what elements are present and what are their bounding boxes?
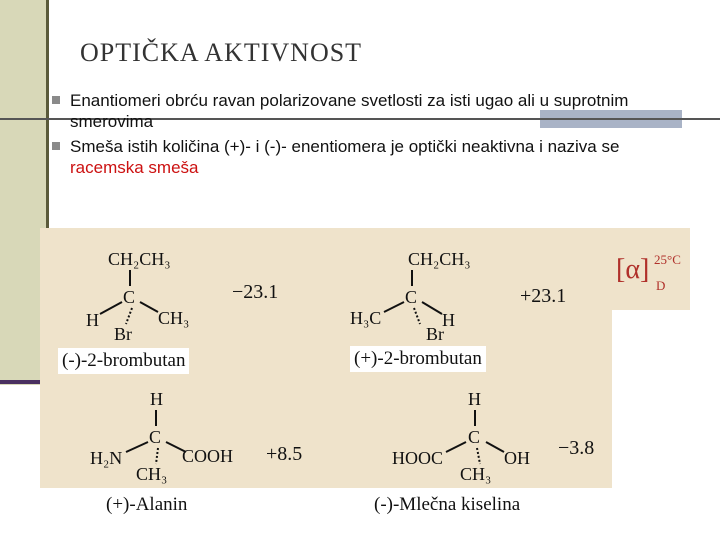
molecule-3 [90, 389, 302, 484]
mol3-right-group: COOH [182, 446, 234, 466]
molecule-4 [392, 389, 594, 484]
bullet-square-icon [52, 96, 60, 104]
bullet-item [52, 136, 692, 178]
bullet-item [52, 90, 692, 132]
alpha-superscript: 25°C [654, 252, 681, 267]
mol1-right-group: CH₃ [158, 308, 190, 328]
mol3-top-group: H [150, 389, 163, 409]
mol2-name-label: (+)-2-brombutan [350, 346, 486, 372]
bullet-text: Smeša istih količina (+)- i (-)- enentiomera je optički neaktivna i naziva se [70, 137, 620, 156]
mol3-center-atom: C [149, 427, 162, 447]
bullet-text: Enantiomeri obrću ravan polarizovane svetlosti za isti ugao ali u suprotnim smerovima [70, 91, 629, 131]
mol3-rotation: +8.5 [266, 443, 303, 465]
slide-title: OPTIČKA AKTIVNOST [80, 38, 363, 67]
mol1-top-group: CH₂CH₃ [108, 249, 171, 269]
alpha-subscript: D [656, 278, 666, 293]
mol2-rotation: +23.1 [520, 285, 567, 307]
mol4-rotation: −3.8 [558, 437, 595, 459]
molecule-2 [350, 249, 566, 344]
mol3-name-label: (+)-Alanin [106, 494, 188, 515]
mol3-left-group: H₂N [90, 448, 123, 468]
mol4-name-label: (-)-Mlečna kiselina [374, 494, 521, 515]
molecule-figure [40, 228, 612, 520]
alpha-symbol: [α] [616, 254, 650, 285]
mol3-bottom-group: CH₃ [136, 464, 168, 484]
mol2-bottom-group: Br [426, 324, 444, 344]
molecule-1 [86, 249, 278, 344]
mol4-top-group: H [468, 389, 481, 409]
mol1-left-group: H [86, 310, 99, 330]
mol2-right-group: H [442, 310, 455, 330]
mol1-name-label: (-)-2-brombutan [58, 348, 189, 374]
mol2-center-atom: C [405, 287, 418, 307]
mol4-bottom-group: CH₃ [460, 464, 492, 484]
mol1-rotation: −23.1 [232, 281, 279, 303]
mol4-center-atom: C [468, 427, 481, 447]
mol4-left-group: HOOC [392, 448, 444, 468]
bullet-list [52, 90, 692, 180]
bullet-square-icon [52, 142, 60, 150]
mol1-bottom-group: Br [114, 324, 132, 344]
mol4-right-group: OH [504, 448, 530, 468]
specific-rotation-symbol [612, 238, 688, 298]
bullet-highlight: racemska smeša [70, 158, 199, 177]
mol1-center-atom: C [123, 287, 136, 307]
mol2-top-group: CH₂CH₃ [408, 249, 471, 269]
mol2-left-group: H₃C [350, 308, 382, 328]
